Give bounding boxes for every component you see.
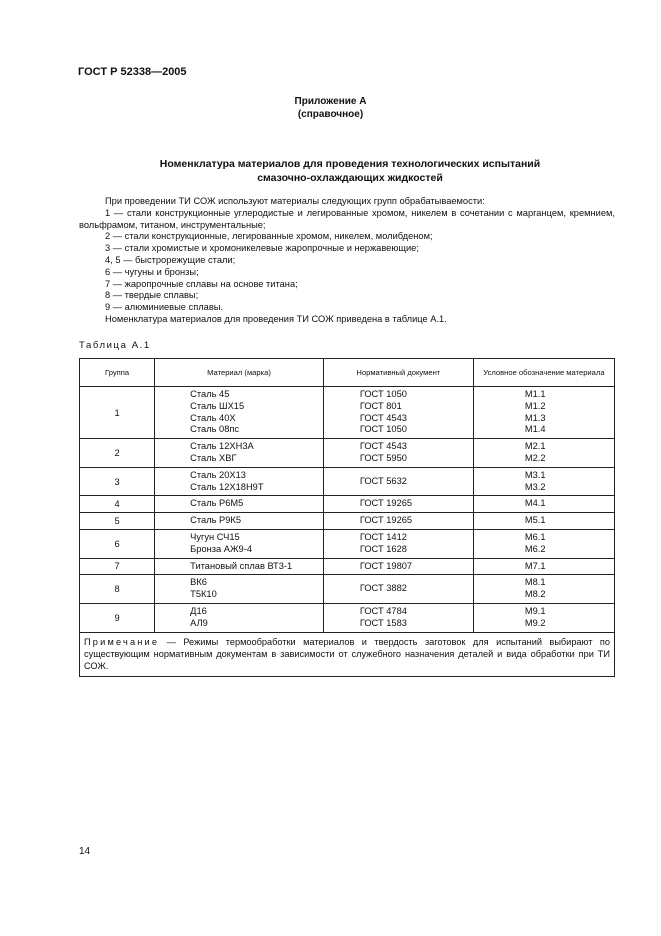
document-cell	[323, 387, 473, 439]
code-cell	[473, 558, 614, 575]
material-code: М7.1	[524, 560, 546, 571]
material-name: Сталь Р6М5	[190, 498, 244, 509]
header-material: Материал (марка)	[155, 359, 324, 387]
document-cell	[323, 575, 473, 604]
material-cell	[155, 558, 324, 575]
material-code: М5.1	[524, 515, 546, 526]
code-cell	[473, 439, 614, 468]
code-cell	[473, 387, 614, 439]
document-name: ГОСТ 3882	[359, 583, 407, 594]
document-name: ГОСТ 1412	[359, 531, 407, 542]
material-code: М1.4	[524, 424, 546, 435]
appendix-heading	[0, 95, 661, 121]
material-code: М8.2	[524, 589, 546, 600]
document-name: ГОСТ 4543	[359, 441, 407, 452]
material-name: Д16	[190, 605, 207, 616]
document-name: ГОСТ 1050	[359, 389, 407, 399]
code-cell	[473, 496, 614, 513]
table-row	[80, 467, 615, 496]
appendix-title: Приложение А	[294, 96, 367, 107]
code-cell	[473, 575, 614, 604]
material-code: М3.1	[524, 469, 546, 480]
table-caption: Таблица А.1	[79, 340, 151, 351]
group-item-8: 8 — твердые сплавы;	[105, 290, 199, 301]
material-name: АЛ9	[190, 617, 208, 628]
material-code: М6.1	[524, 531, 546, 542]
document-cell	[323, 603, 473, 632]
document-name: ГОСТ 1050	[359, 424, 407, 435]
material-name: Сталь 40Х	[190, 412, 236, 423]
document-name: ГОСТ 19265	[359, 515, 413, 526]
document-name: ГОСТ 801	[359, 400, 402, 411]
table-header-row	[80, 359, 615, 387]
code-cell	[473, 467, 614, 496]
note-label: Примечание	[84, 636, 160, 647]
material-code: М2.2	[524, 452, 546, 463]
document-name: ГОСТ 1583	[359, 617, 407, 628]
code-cell	[473, 603, 614, 632]
group-cell: 8	[80, 575, 155, 604]
table-row	[80, 439, 615, 468]
material-code: М2.1	[524, 441, 546, 452]
material-code: М3.2	[524, 481, 546, 492]
material-code: М9.2	[524, 617, 546, 628]
material-name: Сталь ХВГ	[190, 452, 237, 463]
table-row	[80, 387, 615, 439]
group-item-9: 9 — алюминиевые сплавы.	[105, 302, 224, 313]
material-name: Сталь ШХ15	[190, 400, 245, 411]
intro-paragraph: При проведении ТИ СОЖ используют материалы следующих групп обрабатываемости:	[105, 196, 485, 206]
material-cell	[155, 467, 324, 496]
document-name: ГОСТ 1628	[359, 543, 407, 554]
material-name: ВК6	[190, 577, 207, 588]
table-row	[80, 575, 615, 604]
table-row	[80, 529, 615, 558]
group-cell: 5	[80, 513, 155, 530]
material-cell	[155, 496, 324, 513]
material-cell	[155, 603, 324, 632]
header-code: Условное обозначение материала	[473, 359, 614, 387]
table-row	[80, 603, 615, 632]
material-name: Сталь 08пс	[190, 424, 240, 435]
header-document: Нормативный документ	[323, 359, 473, 387]
material-name: Бронза АЖ9-4	[190, 543, 252, 554]
code-cell	[473, 529, 614, 558]
material-code: М1.3	[524, 412, 546, 423]
table-note-row	[80, 632, 615, 676]
materials-table	[79, 358, 615, 677]
document-name: ГОСТ 5632	[359, 475, 407, 486]
group-item-4-5: 4, 5 — быстрорежущие стали;	[105, 254, 236, 265]
document-cell	[323, 529, 473, 558]
material-code: М8.1	[524, 577, 546, 588]
appendix-subtitle: (справочное)	[297, 109, 364, 120]
group-item-1: 1 — стали конструкционные углеродистые и легированные хромом, никелем в сочетании с марганцем, кремнием, вольфрамом, титаном, инструментальные;	[79, 207, 615, 230]
document-name: ГОСТ 19807	[359, 560, 413, 571]
material-code: М1.1	[524, 389, 546, 399]
document-name: ГОСТ 4784	[359, 605, 407, 616]
group-cell: 4	[80, 496, 155, 513]
group-item-3: 3 — стали хромистые и хромоникелевые жаропрочные и нержавеющие;	[105, 243, 419, 254]
material-cell	[155, 575, 324, 604]
document-name: ГОСТ 5950	[359, 452, 407, 463]
material-name: Чугун СЧ15	[190, 531, 240, 542]
table-row	[80, 496, 615, 513]
note-text: — Режимы термообработки материалов и твердость заготовок для испытаний выбирают по существующим нормативным документам в зависимости от служебного назначения деталей и вида обработки при ТИ СОЖ.	[84, 636, 610, 671]
material-code: М4.1	[524, 498, 546, 509]
material-name: Сталь 20Х13	[190, 469, 246, 480]
material-code: М6.2	[524, 543, 546, 554]
material-name: Сталь 12Х18Н9Т	[190, 481, 264, 492]
material-name: Сталь Р9К5	[190, 515, 242, 526]
document-name: ГОСТ 4543	[359, 412, 407, 423]
section-title-line-1: Номенклатура материалов для проведения технологических испытаний	[159, 158, 541, 170]
group-item-2: 2 — стали конструкционные, легированные хромом, никелем, молибденом;	[105, 231, 433, 242]
document-cell	[323, 513, 473, 530]
group-cell: 2	[80, 439, 155, 468]
table-note	[80, 632, 615, 676]
document-cell	[323, 496, 473, 513]
table-row	[80, 558, 615, 575]
section-title	[0, 157, 661, 185]
group-cell: 7	[80, 558, 155, 575]
table-row	[80, 513, 615, 530]
material-code: М1.2	[524, 400, 546, 411]
document-code: ГОСТ Р 52338—2005	[78, 66, 187, 78]
group-cell: 6	[80, 529, 155, 558]
material-name: Сталь 12ХН3А	[190, 441, 254, 452]
group-item-6: 6 — чугуны и бронзы;	[105, 266, 199, 277]
material-cell	[155, 529, 324, 558]
group-cell: 9	[80, 603, 155, 632]
material-name: Титановый сплав ВТ3-1	[190, 560, 293, 571]
document-cell	[323, 558, 473, 575]
material-cell	[155, 439, 324, 468]
document-cell	[323, 467, 473, 496]
group-cell: 1	[80, 387, 155, 439]
code-cell	[473, 513, 614, 530]
document-name: ГОСТ 19265	[359, 498, 413, 509]
material-name: Сталь 45	[190, 389, 230, 399]
outro-paragraph: Номенклатура материалов для проведения ТИ СОЖ приведена в таблице А.1.	[105, 313, 447, 324]
group-item-7: 7 — жаропрочные сплавы на основе титана;	[105, 278, 298, 289]
page-number: 14	[79, 846, 91, 857]
material-cell	[155, 513, 324, 530]
material-name: Т5К10	[190, 589, 217, 600]
body-text	[79, 196, 615, 326]
group-cell: 3	[80, 467, 155, 496]
document-cell	[323, 439, 473, 468]
section-title-line-2: смазочно-охлаждающих жидкостей	[257, 172, 443, 184]
material-code: М9.1	[524, 605, 546, 616]
material-cell	[155, 387, 324, 439]
header-group: Группа	[80, 359, 155, 387]
